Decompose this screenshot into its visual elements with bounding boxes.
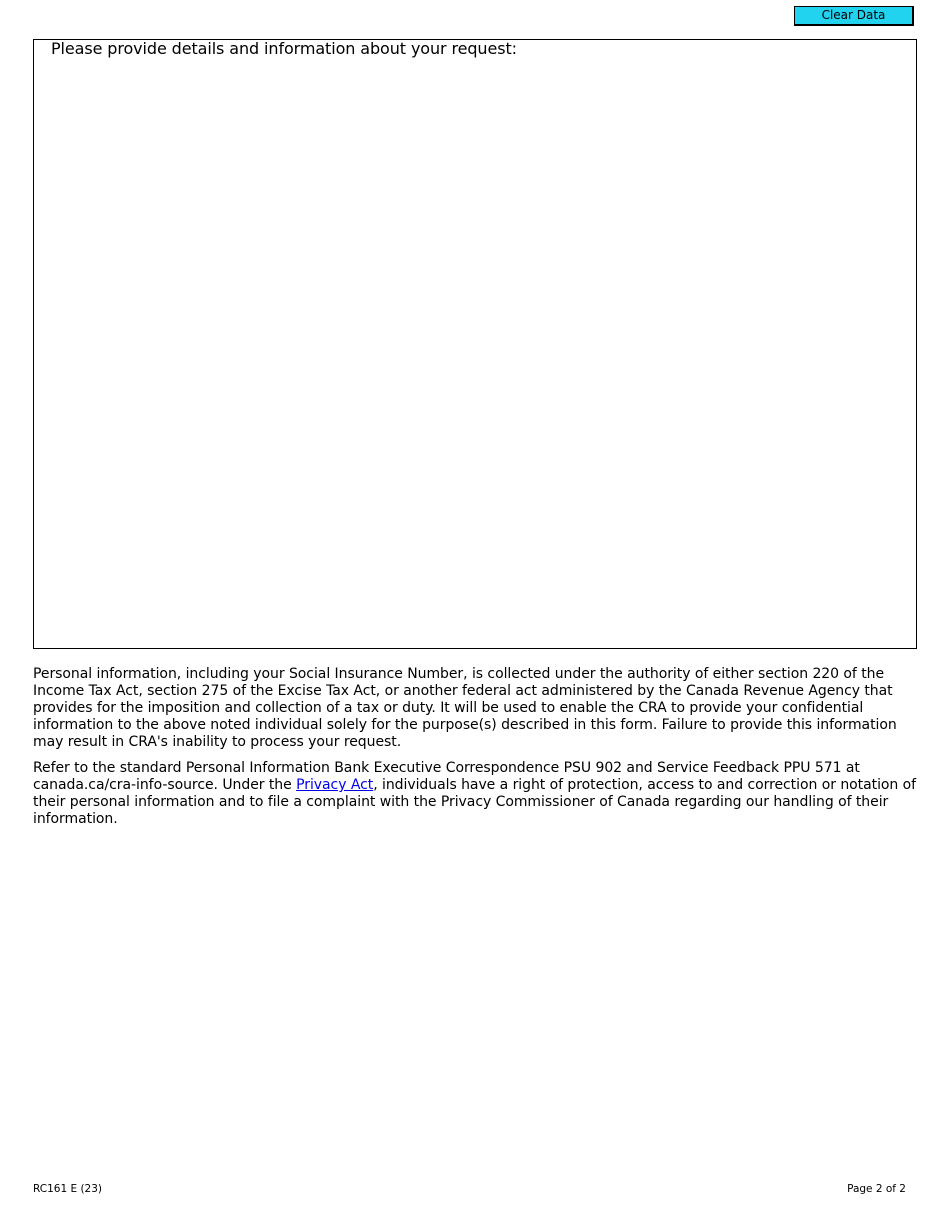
request-details-box bbox=[33, 39, 917, 649]
privacy-paragraph-rights bbox=[33, 760, 917, 828]
privacy-notice bbox=[33, 666, 917, 837]
privacy-paragraph-collection: Personal information, including your Social Insurance Number, is collected under the authority of either section 220 of the Income Tax Act, section 275 of the Excise Tax Act, or another federal act administered by the Canada Revenue Agency that provides for the imposition and collection of a tax or duty. It will be used to enable the CRA to provide your confidential information to the above noted individual solely for the purpose(s) described in this form. Failure to provide this information may result in CRA's inability to process your request. bbox=[33, 666, 897, 750]
request-details-label: Please provide details and information about your request: bbox=[51, 39, 517, 58]
privacy-act-link[interactable]: Privacy Act bbox=[296, 777, 374, 793]
page-number: Page 2 of 2 bbox=[847, 1183, 906, 1195]
privacy-paragraph-rights-end: , individuals have a right of protection, access to and correction or notation of their personal information and to file a complaint with the Privacy Commissioner of Canada regarding our handling of their information. bbox=[33, 777, 917, 827]
privacy-paragraph-rights-start: Refer to the standard Personal Information Bank Executive Correspondence PSU 902 and Service Feedback PPU 571 at canada.ca/cra-info-source. Under the bbox=[33, 760, 860, 793]
clear-data-button[interactable]: Clear Data bbox=[794, 6, 914, 26]
form-code: RC161 E (23) bbox=[33, 1183, 103, 1195]
request-details-textarea[interactable] bbox=[40, 64, 908, 640]
